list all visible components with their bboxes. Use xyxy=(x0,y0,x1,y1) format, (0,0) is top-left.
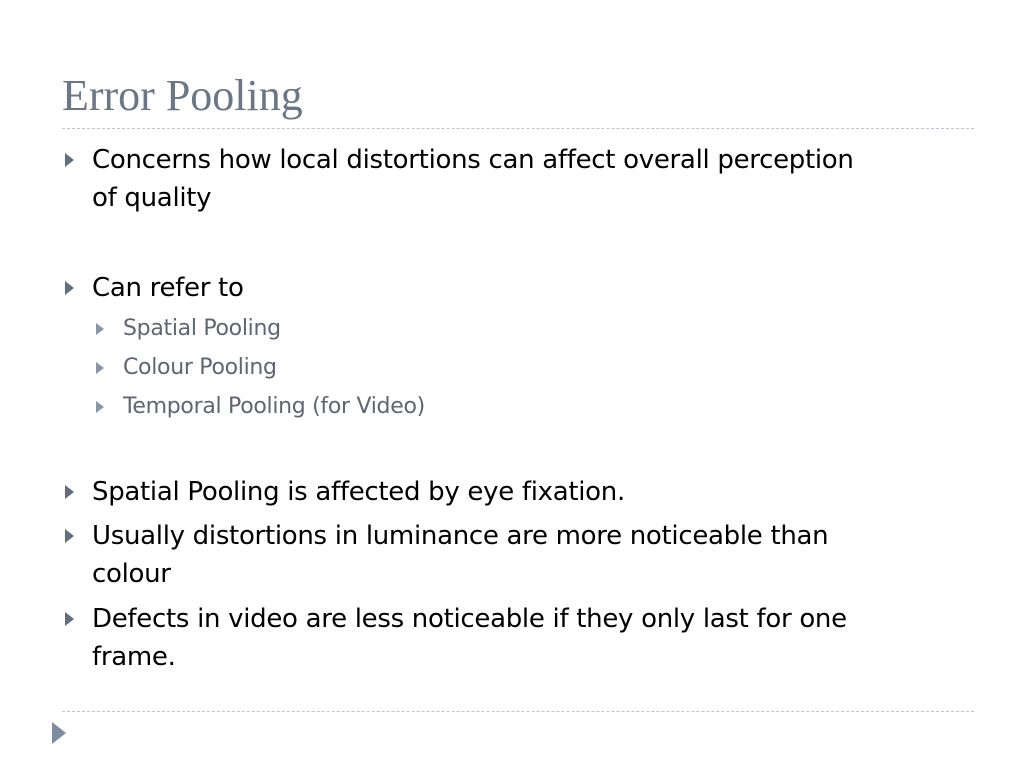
title-divider xyxy=(62,128,974,129)
next-slide-icon[interactable] xyxy=(52,722,66,744)
sub-bullet-marker-icon xyxy=(96,323,104,335)
bullet-marker-icon xyxy=(65,485,74,499)
sub-bullet-text: Temporal Pooling (for Video) xyxy=(123,394,425,419)
bullet-text: Defects in video are less noticeable if they only last for one xyxy=(92,604,847,634)
bullet-text-continued: frame. xyxy=(92,642,176,672)
bullet-marker-icon xyxy=(65,153,74,167)
bullet-text-continued: of quality xyxy=(92,183,212,213)
bullet-text: Can refer to xyxy=(92,273,244,303)
sub-bullet-marker-icon xyxy=(96,401,104,413)
slide-title: Error Pooling xyxy=(62,71,303,120)
bullet-text: Usually distortions in luminance are more noticeable than xyxy=(92,521,829,551)
sub-bullet-text: Spatial Pooling xyxy=(123,316,281,341)
bullet-marker-icon xyxy=(65,529,74,543)
bullet-marker-icon xyxy=(65,281,74,295)
footer-divider xyxy=(62,711,974,712)
bullet-text-continued: colour xyxy=(92,559,171,589)
bullet-marker-icon xyxy=(65,612,74,626)
bullet-text: Spatial Pooling is affected by eye fixation. xyxy=(92,477,625,507)
bullet-text: Concerns how local distortions can affect overall perception xyxy=(92,145,854,175)
sub-bullet-marker-icon xyxy=(96,362,104,374)
sub-bullet-text: Colour Pooling xyxy=(123,355,277,380)
